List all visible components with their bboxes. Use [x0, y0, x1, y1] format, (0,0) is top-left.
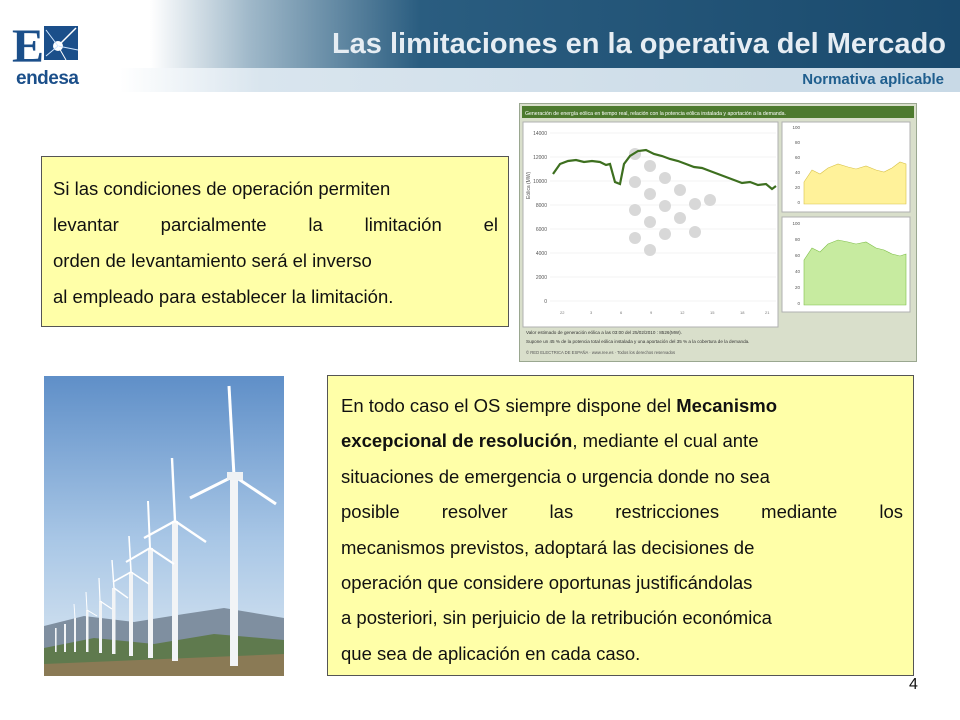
side1-tick: 80	[794, 140, 800, 145]
side2-tick: 0	[797, 301, 800, 306]
endesa-logo-mark	[10, 16, 92, 76]
text-line: levantar parcialmente la limitación el	[53, 214, 498, 235]
y-axis-label: Eólica (MW)	[526, 171, 532, 199]
chart-note-1: Valor estimado de generación eólica a las 03:00 del 25/02/2010 : 8526(MW).	[526, 330, 682, 335]
svg-text:9: 9	[650, 310, 653, 315]
svg-text:22: 22	[560, 310, 565, 315]
side1-tick: 20	[794, 185, 800, 190]
text-fragment: , mediante el cual ante	[572, 430, 759, 452]
logo-mark-letter: E	[12, 20, 45, 73]
page-subtitle: Normativa aplicable	[802, 71, 944, 88]
svg-text:21: 21	[765, 310, 770, 315]
text-box-conditions	[41, 156, 509, 327]
y-tick: 12000	[533, 155, 547, 161]
wind-turbines-photo	[44, 376, 284, 676]
y-tick: 6000	[535, 227, 547, 233]
y-tick: 0	[544, 299, 547, 305]
wind-generation-chart	[519, 103, 917, 362]
y-tick: 2000	[535, 275, 547, 281]
side1-tick: 0	[797, 200, 800, 205]
text-line: mecanismos previstos, adoptará las decisiones de	[341, 536, 755, 558]
text-line: operación que considere oportunas justificándolas	[341, 572, 753, 594]
svg-text:15: 15	[710, 310, 715, 315]
bold-fragment: excepcional de resolución	[341, 430, 573, 452]
bold-fragment: Mecanismo	[676, 395, 778, 416]
y-tick: 4000	[535, 251, 547, 257]
y-tick: 8000	[535, 203, 547, 209]
page-number: 4	[909, 676, 918, 693]
chart-footer: © RED ELECTRICA DE ESPAÑA · www.ree.es · Todos los derechos reservados	[526, 350, 676, 355]
side2-tick: 40	[794, 269, 800, 274]
page-title: Las limitaciones en la operativa del Mercado	[331, 28, 946, 60]
side1-tick: 100	[792, 125, 800, 130]
text-box-mechanism	[327, 375, 914, 676]
chart-svg	[520, 104, 916, 361]
text-line: que sea de aplicación en cada caso.	[341, 642, 641, 664]
text-line: situaciones de emergencia o urgencia donde no sea	[341, 465, 770, 487]
wind-turbines-image	[44, 376, 284, 676]
text-line: Si las condiciones de operación permiten	[53, 178, 391, 199]
svg-text:18: 18	[740, 310, 745, 315]
text-line: posible resolver las restricciones mediante los	[341, 501, 903, 523]
text-line: al empleado para establecer la limitación.	[53, 286, 394, 307]
side2-tick: 80	[794, 237, 800, 242]
chart-caption: Generación de energía eólica en tiempo real, relación con la potencia eólica instalada y aportación a la demanda.	[525, 111, 786, 117]
side2-tick: 20	[794, 285, 800, 290]
y-tick: 14000	[533, 131, 547, 137]
side2-tick: 100	[792, 221, 800, 226]
logo-text: endesa	[16, 68, 79, 89]
svg-text:3: 3	[590, 310, 593, 315]
text-fragment: En todo caso el OS siempre dispone del	[341, 395, 677, 416]
text-line: a posteriori, sin perjuicio de la retribución económica	[341, 607, 772, 629]
text-line	[341, 423, 903, 458]
svg-text:6: 6	[620, 310, 623, 315]
side2-tick: 60	[794, 253, 800, 258]
text-line: orden de levantamiento será el inverso	[53, 250, 372, 271]
text-line	[341, 388, 903, 423]
y-tick: 10000	[533, 179, 547, 185]
svg-text:12: 12	[680, 310, 685, 315]
side1-tick: 40	[794, 170, 800, 175]
chart-note-2: Supone un 45 % de la potencia total eólica instalada y una aportación del 35 % a la cobertura de la demanda.	[526, 339, 750, 344]
side1-tick: 60	[794, 155, 800, 160]
